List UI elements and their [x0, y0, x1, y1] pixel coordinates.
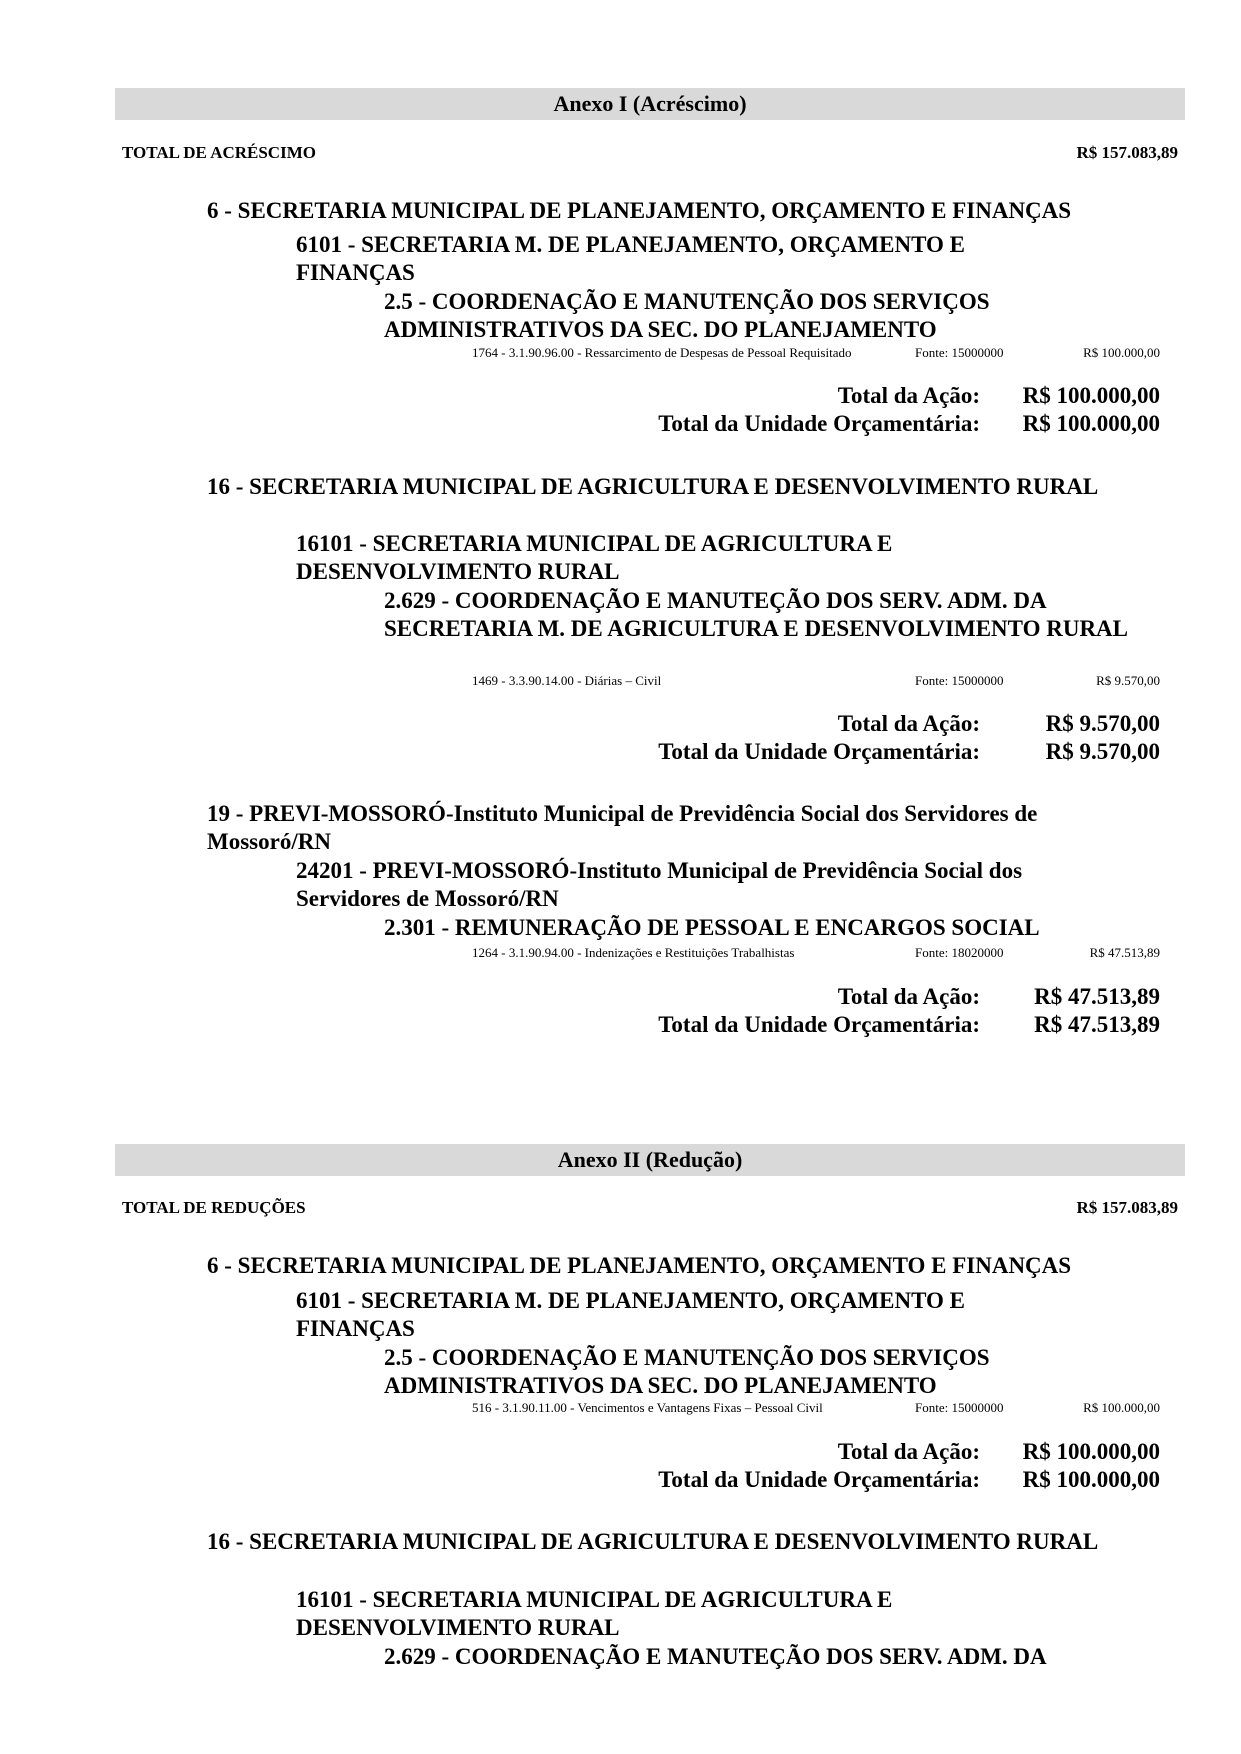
action-total-value: R$ 47.513,89	[1034, 984, 1160, 1009]
unit-total-label: Total da Unidade Orçamentária:	[658, 1012, 980, 1037]
section-org: 6 - SECRETARIA MUNICIPAL DE PLANEJAMENTO, ORÇAMENTO E FINANÇAS	[207, 198, 1072, 223]
action-total-label: Total da Ação:	[837, 711, 980, 736]
expense-item-value: R$ 47.513,89	[1089, 945, 1160, 960]
expense-item-description: 1264 - 3.1.90.94.00 - Indenizações e Restituições Trabalhistas	[472, 945, 795, 960]
section-action: 2.629 - COORDENAÇÃO E MANUTEÇÃO DOS SERV. ADM. DA	[384, 1644, 1047, 1669]
section-unit: 16101 - SECRETARIA MUNICIPAL DE AGRICULTURA E DESENVOLVIMENTO RURAL	[296, 531, 893, 584]
annex-1-title: Anexo I (Acréscimo)	[115, 88, 1185, 120]
section-action: 2.5 - COORDENAÇÃO E MANUTENÇÃO DOS SERVIÇOS ADMINISTRATIVOS DA SEC. DO PLANEJAMENTO	[384, 1345, 990, 1398]
section-org: 16 - SECRETARIA MUNICIPAL DE AGRICULTURA E DESENVOLVIMENTO RURAL	[207, 474, 1099, 499]
section-org: 16 - SECRETARIA MUNICIPAL DE AGRICULTURA E DESENVOLVIMENTO RURAL	[207, 1529, 1099, 1554]
unit-total-label: Total da Unidade Orçamentária:	[658, 1467, 980, 1492]
annex-2-total-label: TOTAL DE REDUÇÕES	[122, 1198, 306, 1217]
section-action: 2.5 - COORDENAÇÃO E MANUTENÇÃO DOS SERVIÇOS ADMINISTRATIVOS DA SEC. DO PLANEJAMENTO	[384, 289, 990, 342]
unit-total-label: Total da Unidade Orçamentária:	[658, 739, 980, 764]
annex-2-title: Anexo II (Redução)	[115, 1144, 1185, 1176]
action-total-value: R$ 100.000,00	[1022, 1439, 1160, 1464]
expense-item-description: 1469 - 3.3.90.14.00 - Diárias – Civil	[472, 673, 662, 688]
unit-total-label: Total da Unidade Orçamentária:	[658, 411, 980, 436]
expense-item-description: 516 - 3.1.90.11.00 - Vencimentos e Vantagens Fixas – Pessoal Civil	[472, 1400, 823, 1415]
action-total-value: R$ 100.000,00	[1022, 383, 1160, 408]
action-total-label: Total da Ação:	[837, 984, 980, 1009]
section-action: 2.629 - COORDENAÇÃO E MANUTEÇÃO DOS SERV. ADM. DA SECRETARIA M. DE AGRICULTURA E DESENVOLVIMENTO RURAL	[384, 588, 1129, 641]
unit-total-value: R$ 100.000,00	[1022, 411, 1160, 436]
section-unit: 24201 - PREVI-MOSSORÓ-Instituto Municipal de Previdência Social dos Servidores de Mossoró/RN	[296, 858, 1023, 911]
action-total-label: Total da Ação:	[837, 383, 980, 408]
unit-total-value: R$ 47.513,89	[1034, 1012, 1160, 1037]
expense-item-value: R$ 9.570,00	[1096, 673, 1160, 688]
section-unit: 6101 - SECRETARIA M. DE PLANEJAMENTO, ORÇAMENTO E FINANÇAS	[296, 232, 965, 285]
expense-item-fonte: Fonte: 15000000	[915, 345, 1004, 360]
expense-item-value: R$ 100.000,00	[1083, 345, 1160, 360]
action-total-value: R$ 9.570,00	[1045, 711, 1160, 736]
annex-2-total-value: R$ 157.083,89	[1076, 1198, 1178, 1217]
section-unit: 6101 - SECRETARIA M. DE PLANEJAMENTO, ORÇAMENTO E FINANÇAS	[296, 1288, 965, 1341]
section-action: 2.301 - REMUNERAÇÃO DE PESSOAL E ENCARGOS SOCIAL	[384, 915, 1040, 940]
section-org: 6 - SECRETARIA MUNICIPAL DE PLANEJAMENTO, ORÇAMENTO E FINANÇAS	[207, 1253, 1072, 1278]
expense-item-fonte: Fonte: 15000000	[915, 1400, 1004, 1415]
unit-total-value: R$ 100.000,00	[1022, 1467, 1160, 1492]
unit-total-value: R$ 9.570,00	[1045, 739, 1160, 764]
expense-item-description: 1764 - 3.1.90.96.00 - Ressarcimento de Despesas de Pessoal Requisitado	[472, 345, 852, 360]
section-org: 19 - PREVI-MOSSORÓ-Instituto Municipal de Previdência Social dos Servidores de Mossoró/RN	[207, 801, 1038, 854]
expense-item-value: R$ 100.000,00	[1083, 1400, 1160, 1415]
annex-1-total-value: R$ 157.083,89	[1076, 143, 1178, 162]
annex-1-total-label: TOTAL DE ACRÉSCIMO	[122, 143, 316, 162]
expense-item-fonte: Fonte: 15000000	[915, 673, 1004, 688]
expense-item-fonte: Fonte: 18020000	[915, 945, 1004, 960]
action-total-label: Total da Ação:	[837, 1439, 980, 1464]
section-unit: 16101 - SECRETARIA MUNICIPAL DE AGRICULTURA E DESENVOLVIMENTO RURAL	[296, 1587, 893, 1640]
